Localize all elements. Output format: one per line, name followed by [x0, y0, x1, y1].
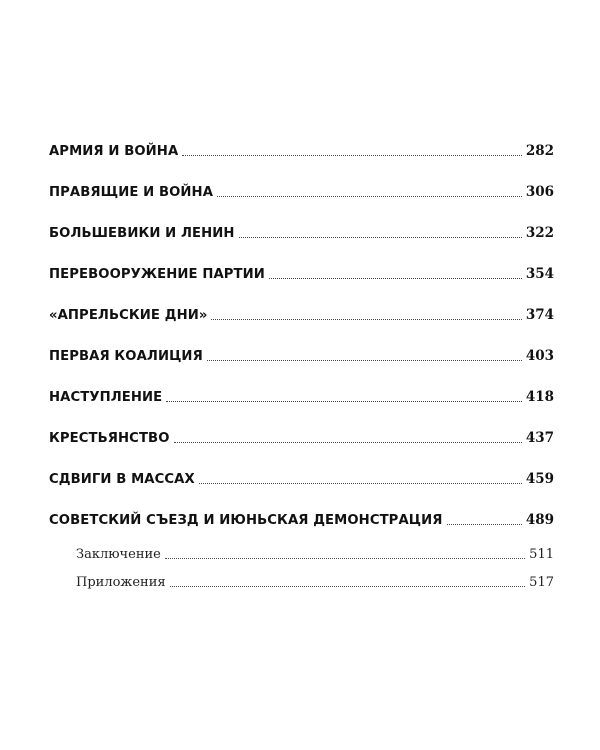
- toc-entry-title: ПЕРВАЯ КОАЛИЦИЯ: [49, 349, 203, 364]
- dot-leader: [207, 359, 522, 361]
- toc-entry-title: КРЕСТЬЯНСТВО: [49, 431, 170, 446]
- toc-entry-title: Приложения: [76, 575, 166, 590]
- dot-leader: [170, 585, 526, 587]
- dot-leader: [182, 154, 522, 156]
- toc-entry-page-number: 306: [525, 184, 554, 200]
- toc-entry-shifts-in-masses: [49, 446, 554, 487]
- toc-entry-first-coalition: [49, 323, 554, 364]
- dot-leader: [199, 482, 522, 484]
- toc-entry-page-number: 459: [525, 471, 554, 487]
- toc-entry-title: «АПРЕЛЬСКИЕ ДНИ»: [49, 308, 208, 323]
- dot-leader: [447, 523, 522, 525]
- toc-entry-conclusion: [49, 534, 554, 562]
- dot-leader: [165, 557, 525, 559]
- dot-leader: [239, 236, 522, 238]
- dot-leader: [217, 195, 522, 197]
- dot-leader: [211, 318, 521, 320]
- table-of-contents: [49, 118, 554, 590]
- toc-entry-page-number: 517: [529, 575, 554, 590]
- toc-entry-title: НАСТУПЛЕНИЕ: [49, 390, 163, 405]
- toc-entry-page-number: 322: [525, 225, 554, 241]
- toc-entry-page-number: 282: [525, 143, 554, 159]
- toc-entry-title: Заключение: [76, 547, 161, 562]
- toc-entry-peasantry: [49, 405, 554, 446]
- toc-entry-page-number: 354: [525, 266, 554, 282]
- toc-entry-title: СОВЕТСКИЙ СЪЕЗД И ИЮНЬСКАЯ ДЕМОНСТРАЦИЯ: [49, 513, 443, 528]
- toc-entry-title: АРМИЯ И ВОЙНА: [49, 144, 179, 159]
- toc-entry-title: БОЛЬШЕВИКИ И ЛЕНИН: [49, 226, 235, 241]
- toc-entry-page-number: 403: [525, 348, 554, 364]
- toc-entry-april-days: [49, 282, 554, 323]
- dot-leader: [174, 441, 522, 443]
- toc-entry-page-number: 489: [525, 512, 554, 528]
- toc-entry-page-number: 374: [525, 307, 554, 323]
- toc-entry-title: ПЕРЕВООРУЖЕНИЕ ПАРТИИ: [49, 267, 265, 282]
- toc-entry-soviet-congress: [49, 487, 554, 528]
- toc-entry-title: ПРАВЯЩИЕ И ВОЙНА: [49, 185, 214, 200]
- toc-entry-rulers-and-war: [49, 159, 554, 200]
- toc-entry-party-rearmament: [49, 241, 554, 282]
- dot-leader: [269, 277, 522, 279]
- toc-entry-army-and-war: [49, 118, 554, 159]
- toc-entry-bolsheviks-and-lenin: [49, 200, 554, 241]
- toc-entry-page-number: 511: [529, 547, 554, 562]
- toc-entry-offensive: [49, 364, 554, 405]
- toc-entry-page-number: 418: [525, 389, 554, 405]
- toc-entry-appendices: [49, 562, 554, 590]
- toc-entry-page-number: 437: [525, 430, 554, 446]
- toc-entry-title: СДВИГИ В МАССАХ: [49, 472, 195, 487]
- dot-leader: [166, 400, 522, 402]
